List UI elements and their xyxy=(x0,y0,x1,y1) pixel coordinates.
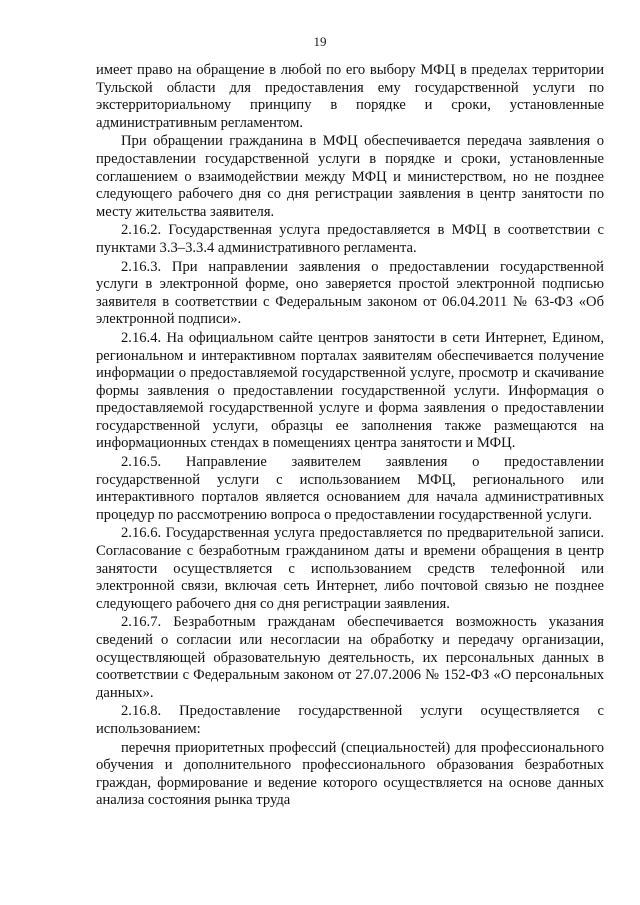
paragraph-2-16-2: 2.16.2. Государственная услуга предоставляется в МФЦ в соответствии с пунктами 3.3–3.3.4 административного регламента. xyxy=(96,222,604,256)
paragraph-2-16-5: 2.16.5. Направление заявителем заявления о предоставлении государственной услуги с использованием МФЦ, регионального или интерактивного порталов является основанием для начала административных процедур по рассмотрению вопроса о предоставлении государственной услуги. xyxy=(96,454,604,523)
paragraph-professions-list: перечня приоритетных профессий (специальностей) для профессионального обучения и дополнительного профессионального образования безработных граждан, формирование и ведение которого осуществляется на основе данных анализа состояния рынка труда xyxy=(96,739,604,809)
paragraph-2-16-3: 2.16.3. При направлении заявления о предоставлении государственной услуги в электронной форме, оно заверяется простой электронной подписью заявителя в соответствии с Федеральным законом от 06.04.2011 № 63-ФЗ «Об электронной подписи». xyxy=(96,258,604,328)
paragraph-continuation: имеет право на обращение в любой по его выбору МФЦ в пределах территории Тульской области для предоставления ему государственной услуги по экстерриториальному принципу в порядке и сроки, установленные административным регламентом. xyxy=(96,62,604,131)
paragraph-mfc-transfer: При обращении гражданина в МФЦ обеспечивается передача заявления о предоставлении государственной услуги в порядке и сроки, установленные соглашением о взаимодействии между МФЦ и министерством, но не позднее следующего рабочего дня со дня регистрации заявления в центр занятости по месту жительства заявителя. xyxy=(96,133,604,220)
document-body xyxy=(96,62,604,811)
paragraph-2-16-6: 2.16.6. Государственная услуга предоставляется по предварительной записи. Согласование с безработным гражданином даты и времени обращения в центр занятости осуществляется с использованием средств телефонной или электронной связи, включая сеть Интернет, либо почтовой связью не позднее следующего рабочего дня со дня регистрации заявления. xyxy=(96,525,604,612)
paragraph-2-16-4: 2.16.4. На официальном сайте центров занятости в сети Интернет, Едином, региональном и интерактивном порталах заявителям обеспечивается получение информации о предоставляемой государственной услуге, просмотр и скачивание формы заявления о предоставлении государственной услуги. Информация о предоставляемой государственной услуге и форма заявления о предоставлении государственной услуги, образцы ее заполнения также размещаются на информационных стендах в помещениях центра занятости и МФЦ. xyxy=(96,329,604,452)
paragraph-2-16-8: 2.16.8. Предоставление государственной услуги осуществляется с использованием: xyxy=(96,703,604,737)
paragraph-2-16-7: 2.16.7. Безработным гражданам обеспечивается возможность указания сведений о согласии или несогласии на обработку и передачу организации, осуществляющей образовательную деятельность, их персональных данных в соответствии с Федеральным законом от 27.07.2006 № 152-ФЗ «О персональных данных». xyxy=(96,614,604,701)
page-number: 19 xyxy=(313,34,327,49)
